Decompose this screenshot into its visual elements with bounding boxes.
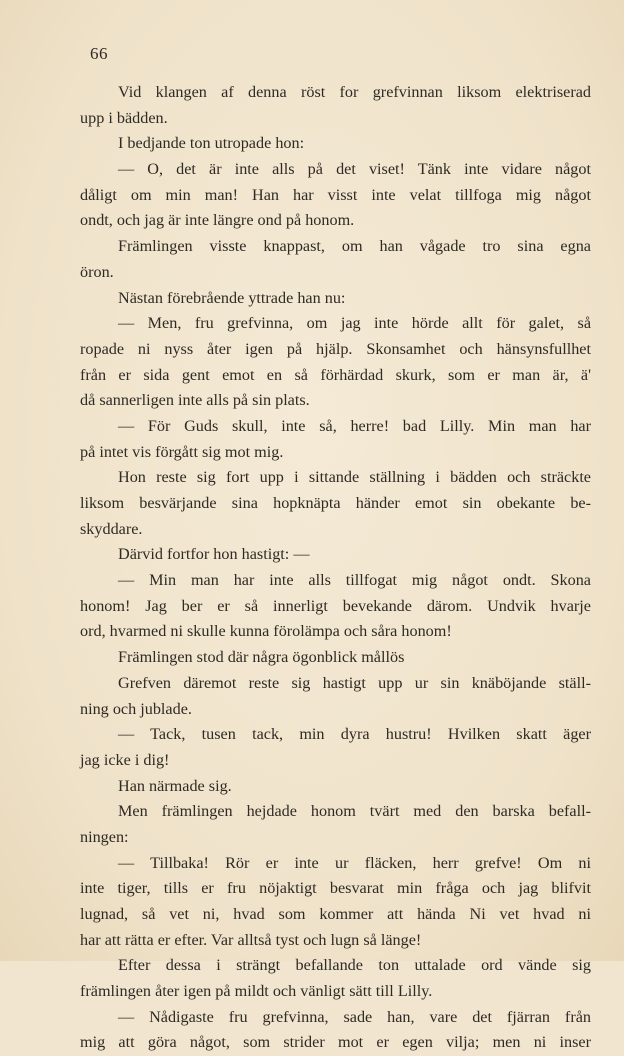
text-line: inte tiger, tills er fru nöjaktigt besvarat min fråga och jag blifvit [80, 879, 591, 898]
text-line: har att rätta er efter. Var alltså tyst och lugn så länge! [80, 930, 422, 949]
text-line: Han närmade sig. [118, 776, 232, 795]
text-line: dåligt om min man! Han har visst inte velat tillfoga mig något [80, 185, 591, 204]
text-line: ord, hvarmed ni skulle kunna förolämpa och såra honom! [80, 622, 452, 641]
text-line: på intet vis förgått sig mot mig. [80, 442, 284, 461]
text-line: Men främlingen hejdade honom tvärt med den barska befall- [118, 802, 591, 821]
text-line: I bedjande ton utropade hon: [118, 134, 305, 153]
text-line: ropade ni nyss åter igen på hjälp. Skonsamhet och hänsynsfullhet [80, 339, 591, 358]
text-line: Hon reste sig fort upp i sittande ställning i bädden och sträckte [118, 468, 591, 487]
text-line: skyddare. [80, 519, 143, 538]
text-line: öron. [80, 262, 114, 281]
text-line: ning och jublade. [80, 699, 192, 718]
text-line: Efter dessa i strängt befallande ton uttalade ord vände sig [118, 956, 591, 975]
text-line: — Tack, tusen tack, min dyra hustru! Hvilken skatt äger [118, 725, 591, 744]
page-number: 66 [90, 44, 108, 63]
text-line: ondt, och jag är inte längre ond på honom. [80, 211, 355, 230]
text-line: liksom besvärjande sina hopknäpta händer emot sin obekante be- [80, 494, 591, 512]
text-line: lugnad, så vet ni, hvad som kommer att hända Ni vet hvad ni [80, 905, 591, 923]
text-line: — Nådigaste fru grefvinna, sade han, vare det fjärran från [118, 1007, 591, 1026]
text-line: Nästan förebrående yttrade han nu: [118, 288, 346, 307]
text-line: ningen: [80, 827, 129, 846]
text-line: från er sida gent emot en så förhärdad skurk, som er man är, ä' [80, 365, 591, 384]
text-block [80, 80, 591, 1056]
text-line: jag icke i dig! [80, 750, 170, 769]
text-line: — Men, fru grefvinna, om jag inte hörde allt för galet, så [118, 314, 591, 333]
text-line: mig att göra något, som strider mot er egen vilja; men ni inser [80, 1033, 591, 1052]
text-line: främlingen åter igen på mildt och vänligt sätt till Lilly. [80, 982, 433, 1001]
text-line: — För Guds skull, inte så, herre! bad Lilly. Min man har [118, 416, 591, 435]
text-line: Grefven däremot reste sig hastigt upp ur sin knäböjande ställ- [118, 673, 591, 692]
text-line: Därvid fortfor hon hastigt: — [118, 545, 310, 564]
text-line: — Min man har inte alls tillfogat mig något ondt. Skona [118, 571, 591, 590]
text-line: då sannerligen inte alls på sin plats. [80, 391, 310, 410]
text-line: — Tillbaka! Rör er inte ur fläcken, herr grefve! Om ni [118, 853, 591, 872]
text-line: Främlingen stod där några ögonblick mållös [118, 648, 405, 667]
text-line: honom! Jag ber er så innerligt bevekande därom. Undvik hvarje [80, 596, 591, 615]
text-line: — O, det är inte alls på det viset! Tänk inte vidare något [118, 160, 591, 179]
text-line: Främlingen visste knappast, om han vågade tro sina egna [118, 237, 591, 256]
text-line: Vid klangen af denna röst for grefvinnan liksom elektriserad [118, 83, 591, 101]
text-line: upp i bädden. [80, 108, 168, 127]
